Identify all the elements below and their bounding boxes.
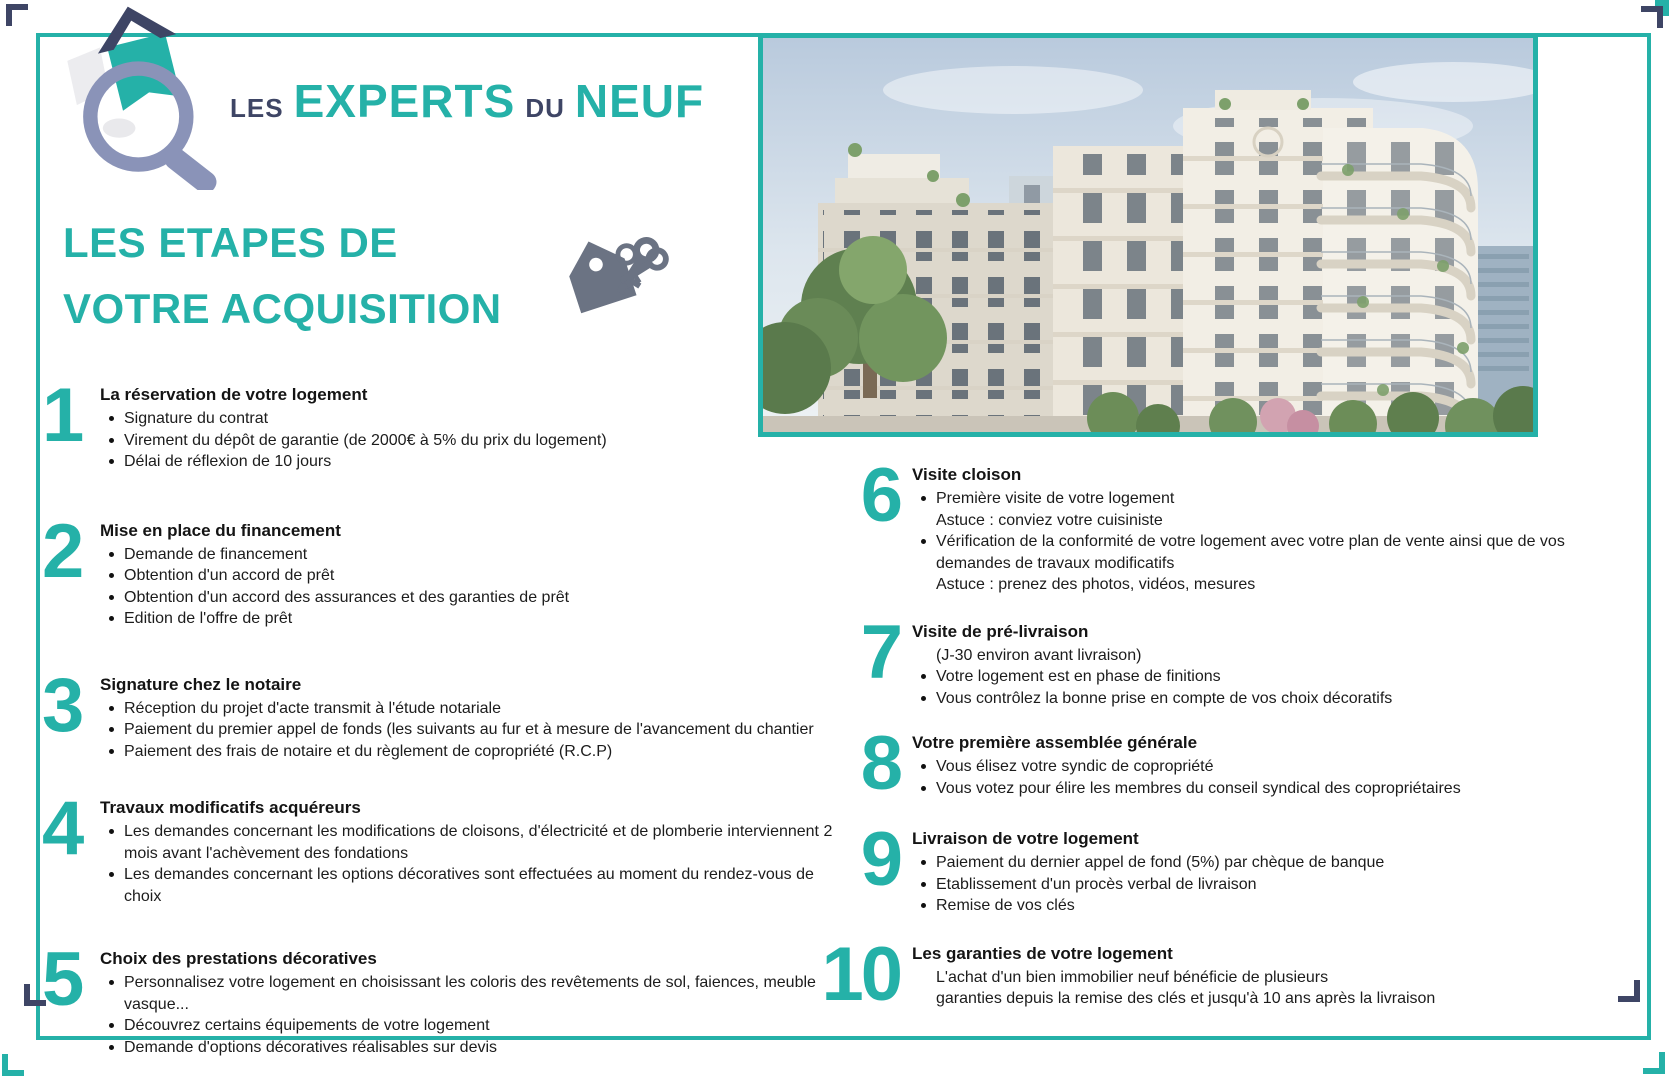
step-items — [912, 756, 1570, 799]
step-note-line — [912, 645, 1570, 667]
acquisition-step — [42, 662, 854, 763]
acquisition-step — [42, 508, 854, 630]
acquisition-step — [42, 937, 854, 1058]
step-items — [912, 852, 1570, 917]
step-number: 9 — [860, 817, 900, 902]
corner-mark — [1655, 0, 1669, 16]
step-title: Visite cloison — [912, 465, 1022, 484]
page-title — [63, 210, 502, 342]
step-item-text: Paiement du dernier appel de fond (5%) par chèque de banque — [936, 854, 1385, 871]
logo-word-experts: EXPERTS — [293, 75, 516, 127]
step-number: 8 — [860, 721, 900, 806]
step-item-text: Paiement des frais de notaire et du règlement de copropriété (R.C.P) — [124, 742, 613, 760]
bullet-dot — [109, 552, 114, 557]
bullet-dot — [921, 496, 926, 501]
step-bullet-item — [912, 874, 1570, 896]
step-bullet-item — [100, 698, 854, 720]
step-title: Signature chez le notaire — [100, 674, 302, 694]
bullet-dot — [921, 882, 926, 887]
step-bullet-item — [100, 719, 854, 741]
step-title: La réservation de votre logement — [100, 385, 368, 404]
step-number: 5 — [42, 937, 82, 1022]
bullet-dot — [921, 764, 926, 769]
step-title: Choix des prestations décoratives — [100, 949, 377, 968]
bullet-dot — [921, 903, 926, 908]
step-body — [100, 797, 854, 907]
step-item-text: L'achat d'un bien immobilier neuf bénéficie de plusieurs — [936, 968, 1329, 986]
step-note-line — [912, 574, 1570, 596]
step-item-text: Réception du projet d'acte transmit à l'étude notariale — [124, 699, 501, 717]
step-number: 2 — [42, 508, 82, 594]
step-item-text: (J-30 environ avant livraison) — [936, 646, 1142, 664]
bullet-dot — [109, 459, 114, 464]
step-title: Livraison de votre logement — [912, 829, 1139, 848]
step-item-text: Première visite de votre logement — [936, 490, 1175, 507]
step-bullet-item — [100, 587, 854, 609]
step-item-text: Obtention d'un accord de prêt — [124, 567, 335, 584]
acquisition-step — [42, 786, 854, 907]
building-render-illustration — [763, 38, 1533, 432]
bullet-dot — [109, 616, 114, 621]
bullet-dot — [109, 727, 114, 732]
acquisition-step — [800, 817, 1570, 917]
step-bullet-item — [912, 852, 1570, 874]
step-bullet-item — [912, 895, 1570, 917]
step-body — [912, 621, 1570, 710]
step-number: 7 — [860, 609, 900, 695]
step-bullet-item — [912, 778, 1570, 800]
step-title: Travaux modificatifs acquéreurs — [100, 798, 361, 817]
step-bullet-item — [912, 666, 1570, 688]
bullet-dot — [109, 416, 114, 421]
bullet-dot — [109, 438, 114, 443]
step-item-text: Vérification de la conformité de votre logement avec votre plan de vente ainsi que de vos demandes de travaux modificatifs — [936, 533, 1565, 572]
bullet-dot — [109, 1045, 114, 1050]
step-body — [100, 520, 854, 630]
step-item-text: Votre logement est en phase de finitions — [936, 668, 1221, 685]
corner-mark — [2, 1054, 24, 1076]
step-bullet-item — [100, 430, 854, 452]
acquisition-step — [42, 373, 854, 473]
step-bullet-item — [912, 531, 1570, 574]
step-bullet-item — [100, 821, 854, 864]
bullet-dot — [109, 1023, 114, 1028]
step-body — [912, 828, 1570, 917]
acquisition-step — [800, 453, 1570, 596]
step-item-text: Edition de l'offre de prêt — [124, 610, 293, 627]
step-bullet-item — [100, 741, 854, 763]
step-bullet-item — [100, 408, 854, 430]
step-items — [100, 544, 854, 630]
logo-word-neuf: NEUF — [574, 75, 705, 127]
bullet-dot — [109, 749, 114, 754]
step-number: 6 — [860, 453, 900, 538]
step-item-text: Signature du contrat — [124, 410, 269, 427]
step-title: Mise en place du financement — [100, 520, 341, 540]
step-item-text: Astuce : conviez votre cuisiniste — [936, 511, 1163, 529]
step-title: Votre première assemblée générale — [912, 733, 1198, 752]
step-title: Visite de pré-livraison — [912, 621, 1089, 641]
step-body — [912, 732, 1570, 799]
step-item-text: Obtention d'un accord des assurances et des garanties de prêt — [124, 588, 570, 606]
step-item-text: Délai de réflexion de 10 jours — [124, 453, 332, 470]
step-bullet-item — [100, 1037, 854, 1059]
step-items — [100, 698, 854, 763]
step-item-text: Vous contrôlez la bonne prise en compte de vos choix décoratifs — [936, 689, 1393, 707]
step-items — [100, 821, 854, 907]
step-note-line — [912, 510, 1570, 532]
step-item-text: Demande d'options décoratives réalisables sur devis — [124, 1038, 498, 1056]
step-item-text: Vous élisez votre syndic de copropriété — [936, 758, 1214, 775]
step-body — [912, 943, 1570, 1010]
acquisition-step — [800, 931, 1570, 1017]
corner-mark — [1618, 980, 1640, 1002]
bullet-dot — [921, 674, 926, 679]
bullet-dot — [109, 872, 114, 877]
step-number: 10 — [821, 931, 900, 1017]
step-item-text: Paiement du premier appel de fonds (les suivants au fur et à mesure de l'avancement du chantier — [124, 721, 814, 738]
step-item-text: garanties depuis la remise des clés et jusqu'à 10 ans après la livraison — [936, 990, 1436, 1007]
house-keys-icon — [552, 218, 678, 318]
step-item-text: Les demandes concernant les modifications de cloisons, d'électricité et de plomberie interviennent 2 mois avant l'achèvement des fondations — [124, 823, 833, 862]
step-note-line — [912, 967, 1570, 989]
bullet-dot — [921, 539, 926, 544]
steps-column-left — [42, 373, 854, 1058]
logo-word-les: LES — [230, 93, 284, 123]
house-magnifier-icon — [50, 0, 218, 190]
bullet-dot — [109, 706, 114, 711]
step-items — [912, 967, 1570, 1010]
step-items — [912, 488, 1570, 596]
acquisition-step — [800, 721, 1570, 806]
bullet-dot — [109, 595, 114, 600]
bullet-dot — [921, 696, 926, 701]
step-item-text: Astuce : prenez des photos, vidéos, mesures — [936, 576, 1256, 593]
page-title-line2: VOTRE ACQUISITION — [63, 285, 502, 332]
step-item-text: Virement du dépôt de garantie (de 2000€ à 5% du prix du logement) — [124, 431, 607, 449]
page-title-line1: LES ETAPES DE — [63, 219, 398, 266]
building-photo — [758, 33, 1538, 437]
step-bullet-item — [100, 864, 854, 907]
step-bullet-item — [912, 756, 1570, 778]
step-bullet-item — [100, 565, 854, 587]
step-bullet-item — [100, 972, 854, 1015]
step-item-text: Demande de financement — [124, 545, 308, 563]
step-body — [912, 464, 1570, 596]
step-number: 1 — [42, 373, 82, 458]
step-item-text: Personnalisez votre logement en choisissant les coloris des revêtements de sol, faiences, meuble vasque... — [124, 974, 816, 1013]
step-item-text: Vous votez pour élire les membres du conseil syndical des copropriétaires — [936, 779, 1461, 797]
step-body — [100, 384, 854, 473]
step-items — [100, 408, 854, 473]
corner-mark — [1643, 1052, 1665, 1074]
step-item-text: Remise de vos clés — [936, 897, 1075, 914]
step-bullet-item — [100, 608, 854, 630]
step-bullet-item — [912, 688, 1570, 710]
step-body — [100, 674, 854, 763]
step-bullet-item — [100, 544, 854, 566]
step-body — [100, 948, 854, 1058]
logo-word-du: DU — [525, 93, 565, 123]
steps-column-right — [800, 453, 1570, 1017]
step-title: Les garanties de votre logement — [912, 943, 1173, 963]
step-items — [100, 972, 854, 1058]
bullet-dot — [921, 860, 926, 865]
bullet-dot — [109, 829, 114, 834]
bullet-dot — [921, 786, 926, 791]
step-items — [912, 645, 1570, 710]
acquisition-step — [800, 609, 1570, 710]
step-item-text: Etablissement d'un procès verbal de livraison — [936, 875, 1257, 893]
step-number: 3 — [42, 662, 82, 748]
brand-logo — [50, 0, 704, 190]
step-number: 4 — [42, 786, 82, 871]
corner-mark — [6, 4, 28, 26]
step-item-text: Les demandes concernant les options décoratives sont effectuées au moment du rendez-vous de choix — [124, 866, 814, 905]
step-bullet-item — [100, 1015, 854, 1037]
step-item-text: Découvrez certains équipements de votre logement — [124, 1017, 490, 1034]
bullet-dot — [109, 980, 114, 985]
step-note-line — [912, 988, 1570, 1010]
brand-logo-text — [230, 74, 704, 128]
step-bullet-item — [912, 488, 1570, 510]
step-bullet-item — [100, 451, 854, 473]
bullet-dot — [109, 573, 114, 578]
